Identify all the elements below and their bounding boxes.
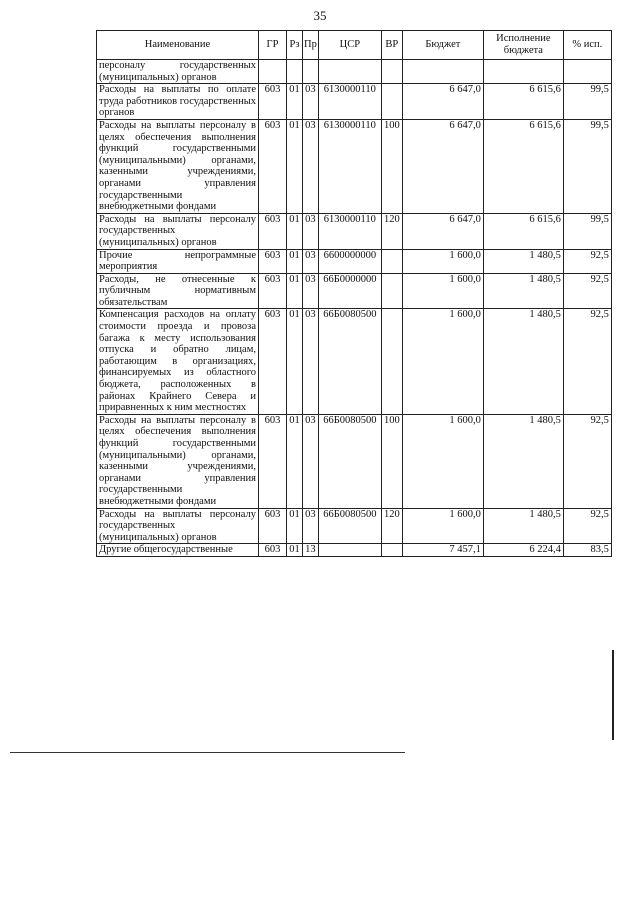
cell-execution: 6 615,6 [483, 213, 563, 249]
cell-budget: 1 600,0 [402, 273, 483, 309]
cell-csr: 66Б0080500 [318, 414, 381, 508]
cell-vr: 100 [381, 414, 402, 508]
cell-pct: 99,5 [563, 119, 611, 213]
cell-vr: 120 [381, 213, 402, 249]
table-row [97, 119, 612, 213]
cell-gr: 603 [259, 273, 287, 309]
cell-csr: 66Б0080500 [318, 508, 381, 544]
cell-gr: 603 [259, 119, 287, 213]
cell-rz: 01 [287, 414, 303, 508]
cell-rz: 01 [287, 508, 303, 544]
cell-name: Компенсация расходов на оплату стоимости проезда и провоза багажа к месту использования отпуска и обратно лицам, работающим в организациях, финансируемых из областного бюджета, расположенных в районах Крайнего Севера и приравненных к ним местностях [97, 309, 259, 414]
cell-name: Расходы на выплаты персоналу государственных (муниципальных) органов [97, 213, 259, 249]
table-row [97, 213, 612, 249]
cell-budget: 7 457,1 [402, 544, 483, 557]
header-gr: ГР [259, 31, 287, 60]
cell-gr: 603 [259, 544, 287, 557]
cell-rz: 01 [287, 544, 303, 557]
cell-pr: 03 [303, 273, 319, 309]
cell-budget: 1 600,0 [402, 249, 483, 273]
cell-rz: 01 [287, 273, 303, 309]
cell-rz [287, 60, 303, 84]
header-vr: ВР [381, 31, 402, 60]
cell-pr: 03 [303, 119, 319, 213]
cell-budget: 6 647,0 [402, 119, 483, 213]
table-row [97, 309, 612, 414]
cell-budget: 1 600,0 [402, 414, 483, 508]
cell-rz: 01 [287, 213, 303, 249]
cell-pct: 92,5 [563, 249, 611, 273]
cell-name: Расходы на выплаты по оплате труда работников государственных органов [97, 84, 259, 120]
cell-pr: 03 [303, 508, 319, 544]
cell-execution: 6 615,6 [483, 84, 563, 120]
cell-execution [483, 60, 563, 84]
cell-vr [381, 60, 402, 84]
cell-execution: 1 480,5 [483, 273, 563, 309]
cell-name: Расходы на выплаты персоналу государственных (муниципальных) органов [97, 508, 259, 544]
cell-execution: 6 224,4 [483, 544, 563, 557]
header-pr: Пр [303, 31, 319, 60]
cell-name: Расходы, не отнесенные к публичным нормативным обязательствам [97, 273, 259, 309]
cell-name: персоналу государственных (муниципальных) органов [97, 60, 259, 84]
cell-pr: 13 [303, 544, 319, 557]
cell-rz: 01 [287, 84, 303, 120]
cell-budget: 6 647,0 [402, 213, 483, 249]
cell-pr: 03 [303, 213, 319, 249]
cell-budget: 1 600,0 [402, 309, 483, 414]
cell-execution: 1 480,5 [483, 414, 563, 508]
page-number: 35 [313, 8, 327, 23]
table-row [97, 544, 612, 557]
cell-execution: 6 615,6 [483, 119, 563, 213]
cell-budget [402, 60, 483, 84]
cell-rz: 01 [287, 249, 303, 273]
cell-vr: 120 [381, 508, 402, 544]
cell-csr: 6130000110 [318, 119, 381, 213]
table-row [97, 414, 612, 508]
cell-execution: 1 480,5 [483, 309, 563, 414]
cell-pct: 92,5 [563, 414, 611, 508]
cell-pct: 92,5 [563, 508, 611, 544]
cell-pr: 03 [303, 414, 319, 508]
cell-execution: 1 480,5 [483, 249, 563, 273]
cell-rz: 01 [287, 309, 303, 414]
cell-gr [259, 60, 287, 84]
header-csr: ЦСР [318, 31, 381, 60]
table-row [97, 84, 612, 120]
cell-csr: 66Б0000000 [318, 273, 381, 309]
table-row [97, 508, 612, 544]
header-name: Наименование [97, 31, 259, 60]
cell-name: Расходы на выплаты персоналу в целях обеспечения выполнения функций государственными (муниципальными) органами, казенными учреждениями, органами управления государственными внебюджетными фондами [97, 414, 259, 508]
cell-rz: 01 [287, 119, 303, 213]
header-rz: Рз [287, 31, 303, 60]
cell-csr [318, 544, 381, 557]
cell-vr: 100 [381, 119, 402, 213]
cell-gr: 603 [259, 414, 287, 508]
cell-csr: 66Б0080500 [318, 309, 381, 414]
cell-gr: 603 [259, 249, 287, 273]
cell-vr [381, 273, 402, 309]
header-budget: Бюджет [402, 31, 483, 60]
cell-vr [381, 84, 402, 120]
cell-pct [563, 60, 611, 84]
cell-vr [381, 249, 402, 273]
cell-gr: 603 [259, 309, 287, 414]
cell-name: Другие общегосударственные [97, 544, 259, 557]
cell-csr: 6130000110 [318, 84, 381, 120]
cell-pct: 92,5 [563, 309, 611, 414]
cell-pct: 92,5 [563, 273, 611, 309]
margin-mark [612, 650, 614, 740]
budget-table [96, 30, 612, 557]
header-row [97, 31, 612, 60]
cell-execution: 1 480,5 [483, 508, 563, 544]
cell-pr: 03 [303, 249, 319, 273]
cell-name: Расходы на выплаты персоналу в целях обеспечения выполнения функций государственными (муниципальными) органами, казенными учреждениями, органами управления государственными внебюджетными фондами [97, 119, 259, 213]
table-row [97, 60, 612, 84]
cell-csr [318, 60, 381, 84]
cell-budget: 6 647,0 [402, 84, 483, 120]
cell-csr: 6600000000 [318, 249, 381, 273]
cell-pr [303, 60, 319, 84]
cell-gr: 603 [259, 84, 287, 120]
cell-vr [381, 309, 402, 414]
cell-gr: 603 [259, 508, 287, 544]
cell-pct: 83,5 [563, 544, 611, 557]
cell-pct: 99,5 [563, 84, 611, 120]
table-row [97, 273, 612, 309]
cell-budget: 1 600,0 [402, 508, 483, 544]
cell-csr: 6130000110 [318, 213, 381, 249]
header-pct: % исп. [563, 31, 611, 60]
cell-pr: 03 [303, 309, 319, 414]
cell-pct: 99,5 [563, 213, 611, 249]
cell-vr [381, 544, 402, 557]
cell-pr: 03 [303, 84, 319, 120]
footer-line [10, 752, 405, 753]
cell-gr: 603 [259, 213, 287, 249]
cell-name: Прочие непрограммные мероприятия [97, 249, 259, 273]
header-execution: Исполнение бюджета [483, 31, 563, 60]
table-row [97, 249, 612, 273]
